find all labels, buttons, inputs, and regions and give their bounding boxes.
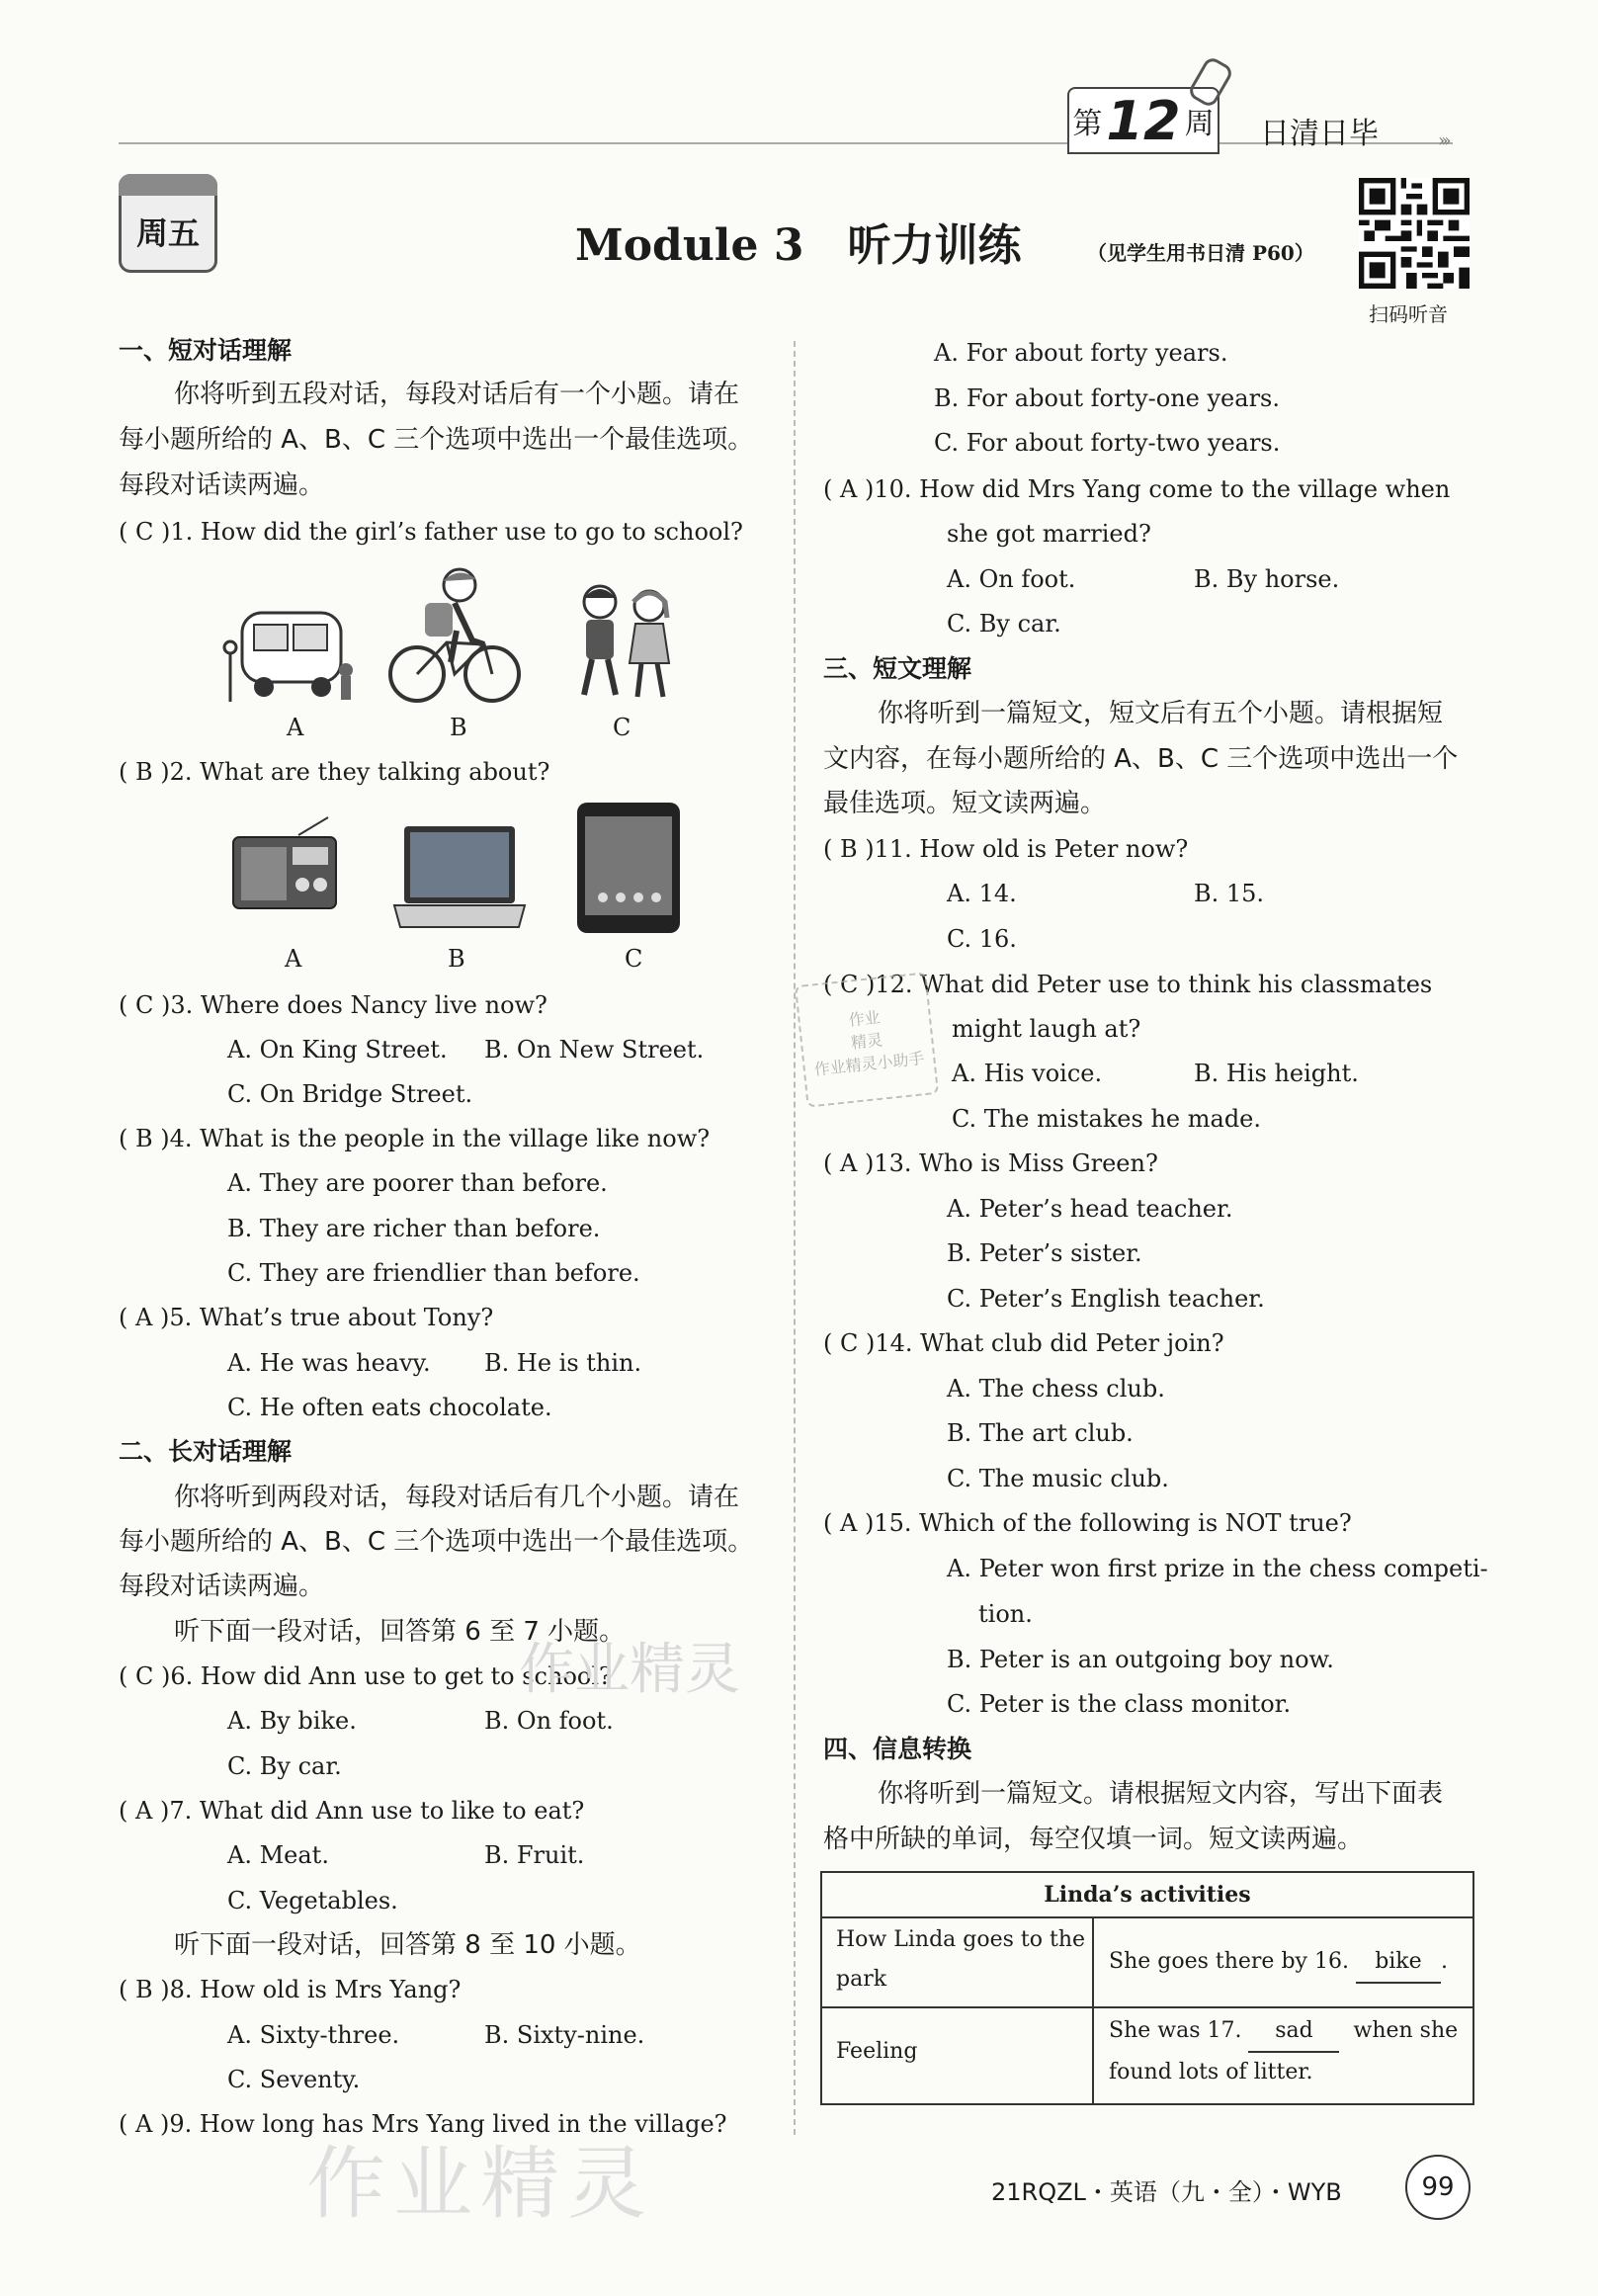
footer-code: 21RQZL・英语（九・全）・WYB <box>991 2178 1342 2206</box>
option: A. Peter won first prize in the chess competi- <box>947 1555 1488 1582</box>
table-row-label: park <box>836 1967 887 1992</box>
option: C. The mistakes he made. <box>952 1105 1262 1133</box>
daily-label: 日清日毕 <box>1260 117 1379 151</box>
question-stem: ( B )11. How old is Peter now? <box>823 835 1189 863</box>
section-intro: 你将听到一篇短文，短文后有五个小题。请根据短 <box>878 699 1444 728</box>
page-number: 99 <box>1405 2155 1471 2220</box>
option: A. For about forty years. <box>934 339 1228 367</box>
option: B. 15. <box>1194 880 1265 907</box>
option: C. 16. <box>947 925 1017 953</box>
option: A. Peter’s head teacher. <box>947 1195 1233 1223</box>
picture-label: B <box>450 714 467 741</box>
question-stem: ( C )14. What club did Peter join? <box>823 1329 1224 1357</box>
picture-label: C <box>625 945 643 973</box>
listening-note: 听下面一段对话，回答第 6 至 7 小题。 <box>174 1617 626 1647</box>
section-heading: 二、长对话理解 <box>119 1437 293 1466</box>
option: C. By car. <box>227 1752 342 1780</box>
question-stem: ( B )4. What is the people in the village like now? <box>119 1125 711 1152</box>
picture-label: A <box>287 714 304 741</box>
option: B. Fruit. <box>484 1841 585 1869</box>
table-row-label: Feeling <box>836 2039 918 2064</box>
question-stem: ( C )3. Where does Nancy live now? <box>119 991 547 1019</box>
option: A. They are poorer than before. <box>227 1169 608 1197</box>
option: A. Meat. <box>227 1841 329 1869</box>
question-stem: ( A )7. What did Ann use to like to eat? <box>119 1797 585 1825</box>
table-row-label: How Linda goes to the <box>836 1927 1086 1952</box>
activities-table <box>820 1871 1474 2105</box>
option: B. The art club. <box>947 1419 1134 1447</box>
option: C. Peter’s English teacher. <box>947 1285 1265 1313</box>
question-stem: might laugh at? <box>952 1015 1141 1043</box>
option: A. His voice. <box>952 1060 1103 1087</box>
question-stem: ( B )8. How old is Mrs Yang? <box>119 1976 462 2003</box>
option: C. The music club. <box>947 1465 1169 1492</box>
answer-blank[interactable]: bike <box>1356 1942 1441 1984</box>
bus-picture <box>222 593 356 707</box>
question-stem: she got married? <box>947 520 1151 548</box>
section-intro: 每段对话读两遍。 <box>119 470 325 500</box>
week-number: 12 <box>1106 89 1181 152</box>
table-cell: She was 17. sad when she <box>1109 2011 1458 2053</box>
option: C. By car. <box>947 610 1061 638</box>
table-divider <box>1092 1916 1094 2103</box>
option: B. He is thin. <box>484 1349 642 1377</box>
table-cell: found lots of litter. <box>1109 2060 1313 2084</box>
option: A. Sixty-three. <box>227 2021 400 2049</box>
option: B. Peter is an outgoing boy now. <box>947 1646 1334 1673</box>
section-intro: 你将听到五段对话，每段对话后有一个小题。请在 <box>174 380 740 409</box>
laptop-picture <box>390 822 529 936</box>
radio-picture <box>229 815 340 914</box>
option: B. Peter’s sister. <box>947 1239 1142 1267</box>
picture-label: B <box>448 945 465 973</box>
option: C. He often eats chocolate. <box>227 1394 552 1421</box>
question-stem: ( C )12. What did Peter use to think his classmates <box>823 971 1433 998</box>
option: tion. <box>978 1600 1033 1628</box>
option: B. Sixty-nine. <box>484 2021 645 2049</box>
option: C. Peter is the class monitor. <box>947 1690 1292 1718</box>
option: A. The chess club. <box>947 1375 1165 1403</box>
option: C. They are friendlier than before. <box>227 1259 640 1287</box>
bicycle-picture <box>385 563 524 707</box>
watermark-stamp: 作业 精灵 作业精灵小助手 <box>795 972 939 1107</box>
option: A. On foot. <box>947 565 1076 593</box>
section-intro: 你将听到两段对话，每段对话后有几个小题。请在 <box>174 1483 740 1512</box>
option: B. On New Street. <box>484 1036 705 1063</box>
question-stem: ( A )15. Which of the following is NOT true? <box>823 1509 1352 1537</box>
answer-blank[interactable]: sad <box>1248 2011 1339 2053</box>
option: C. Seventy. <box>227 2066 361 2093</box>
option: A. 14. <box>947 880 1017 907</box>
section-intro: 格中所缺的单词，每空仅填一词。短文读两遍。 <box>823 1825 1364 1854</box>
option: A. By bike. <box>227 1707 357 1735</box>
smartphone-picture <box>573 799 684 937</box>
section-intro: 每小题所给的 A、B、C 三个选项中选出一个最佳选项。 <box>119 1527 754 1557</box>
section-heading: 四、信息转换 <box>823 1735 972 1763</box>
watermark-text: 作业精灵 <box>519 1638 740 1702</box>
section-intro: 文内容，在每小题所给的 A、B、C 三个选项中选出一个 <box>823 744 1459 774</box>
column-divider <box>794 341 796 2135</box>
section-heading: 一、短对话理解 <box>119 336 293 365</box>
section-intro: 每段对话读两遍。 <box>119 1572 325 1601</box>
section-intro: 你将听到一篇短文。请根据短文内容，写出下面表 <box>878 1779 1444 1809</box>
option: B. On foot. <box>484 1707 614 1735</box>
arrows-icon: ››› <box>1438 130 1448 151</box>
option: B. They are richer than before. <box>227 1215 601 1242</box>
question-stem: ( C )6. How did Ann use to get to school? <box>119 1662 612 1690</box>
question-stem: ( A )13. Who is Miss Green? <box>823 1149 1158 1177</box>
section-intro: 最佳选项。短文读两遍。 <box>823 789 1107 818</box>
day-badge: 周五 <box>119 174 217 273</box>
option: C. On Bridge Street. <box>227 1080 473 1108</box>
section-heading: 三、短文理解 <box>823 654 972 683</box>
picture-label: C <box>613 714 631 741</box>
option: B. His height. <box>1194 1060 1359 1087</box>
question-stem: ( C )1. How did the girl’s father use to go to school? <box>119 518 743 546</box>
question-stem: ( B )2. What are they talking about? <box>119 758 550 786</box>
page-subtitle: （见学生用书日清 P60） <box>1087 241 1314 265</box>
week-badge: 第 12 周 <box>1067 87 1220 154</box>
picture-label: A <box>285 945 302 973</box>
watermark-text: 作业精灵 <box>306 2138 654 2230</box>
table-cell: She goes there by 16. bike . <box>1109 1942 1448 1984</box>
option: B. By horse. <box>1194 565 1340 593</box>
page-title: Module 3 听力训练 <box>575 220 1022 271</box>
question-stem: ( A )9. How long has Mrs Yang lived in the village? <box>119 2110 727 2138</box>
section-intro: 每小题所给的 A、B、C 三个选项中选出一个最佳选项。 <box>119 425 754 455</box>
option: A. On King Street. <box>227 1036 448 1063</box>
option: A. He was heavy. <box>227 1349 431 1377</box>
option: B. For about forty-one years. <box>934 384 1280 412</box>
listening-note: 听下面一段对话，回答第 8 至 10 小题。 <box>174 1930 641 1960</box>
qr-code-icon[interactable] <box>1359 178 1470 289</box>
walking-children-picture <box>558 578 687 707</box>
qr-label: 扫码听音 <box>1369 302 1448 326</box>
header-rule <box>119 142 1453 144</box>
table-title: Linda’s activities <box>822 1873 1472 1918</box>
option: C. For about forty-two years. <box>934 429 1281 457</box>
option: C. Vegetables. <box>227 1887 398 1914</box>
question-stem: ( A )10. How did Mrs Yang come to the village when <box>823 475 1451 503</box>
question-stem: ( A )5. What’s true about Tony? <box>119 1304 494 1331</box>
table-divider <box>822 2006 1472 2008</box>
